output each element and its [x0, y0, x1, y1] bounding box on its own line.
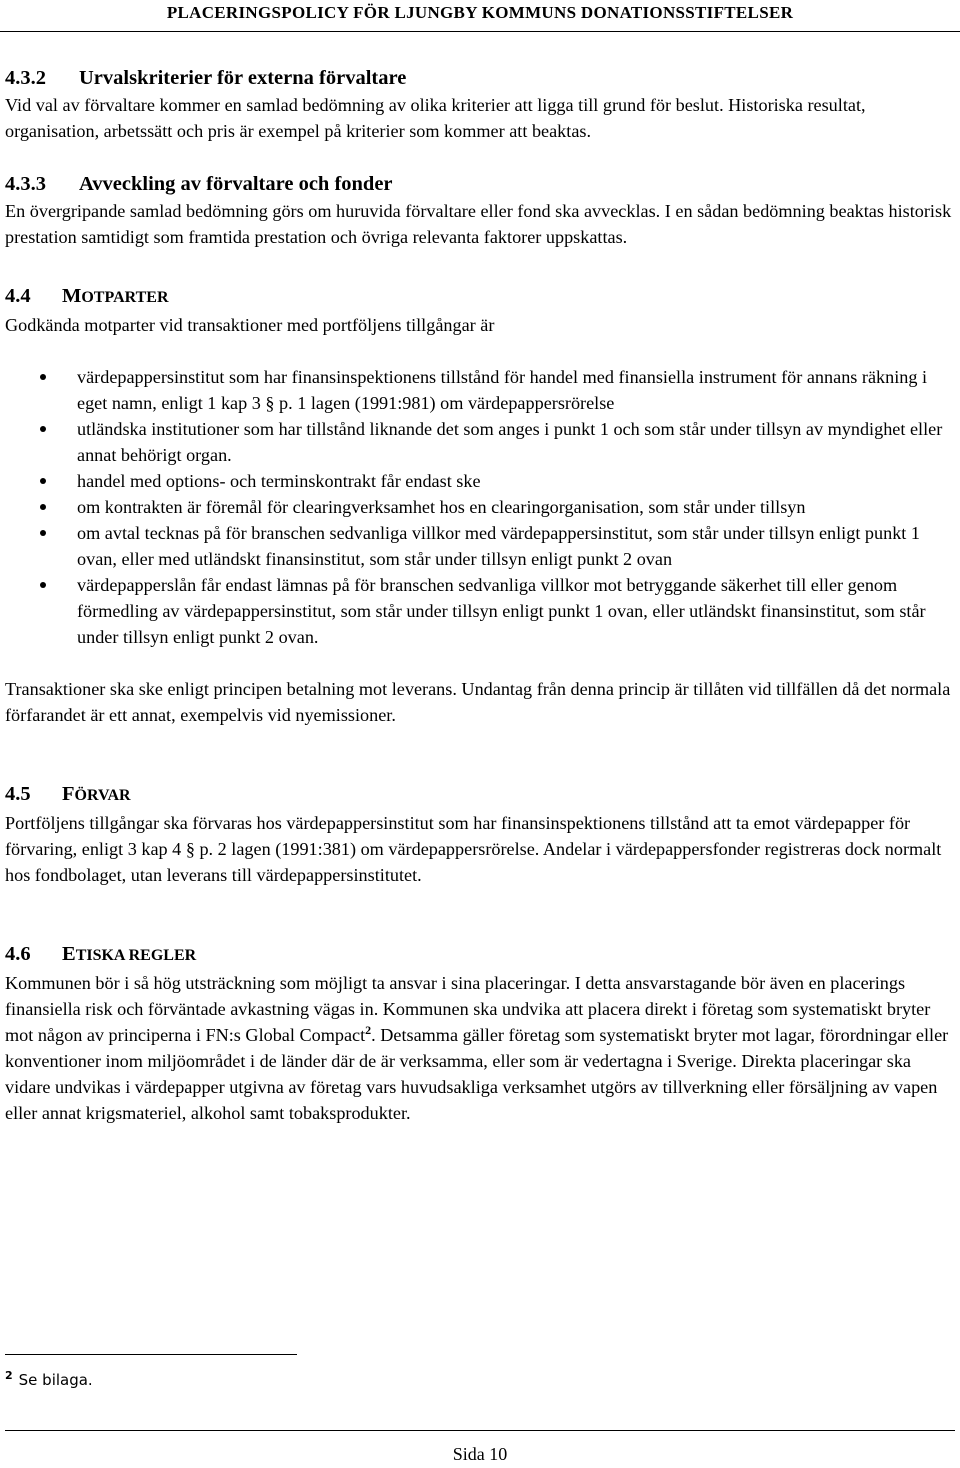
list-item: utländska institutioner som har tillstånd liknande det som anges i punkt 1 och som står under tillsyn av myndighet eller annat behörigt organ. — [5, 416, 955, 468]
section-title-initial: F — [62, 783, 75, 805]
list-item: om avtal tecknas på för branschen sedvanliga villkor med värdepappersinstitut, som står under tillsyn enligt punkt 1 ovan, eller med utländskt finansinstitut, som står under tillsyn enligt punkt 2 ovan — [5, 520, 955, 572]
bullet-icon — [40, 426, 46, 432]
section-4-4-closing: Transaktioner ska ske enligt principen betalning mot leverans. Undantag från denna princip är tillåten vid tillfällen då det normala förfarandet är ett annat, exempelvis vid nyemissioner. — [5, 679, 951, 725]
footnote-text: Se bilaga. — [18, 1371, 93, 1389]
bullet-icon — [40, 478, 46, 484]
section-4-3-3-heading — [5, 170, 955, 198]
bullet-icon — [40, 530, 46, 536]
section-4-5-heading — [5, 780, 955, 810]
section-number: 4.5 — [5, 783, 31, 805]
page-number: Sida 10 — [452, 1444, 508, 1464]
section-4-3-3-body: En övergripande samlad bedömning görs om huruvida förvaltare eller fond ska avvecklas. I en sådan bedömning beaktas historisk prestation samtidigt som framtida prestation och övriga relevanta faktorer uppskattas. — [5, 201, 952, 247]
section-number: 4.4 — [5, 285, 31, 307]
section-title-rest: ÖRVAR — [74, 787, 131, 804]
section-4-5-body: Portföljens tillgångar ska förvaras hos värdepappersinstitut som har finansinspektionens tillstånd att ta emot värdepapper för förvaring, enligt 3 kap 4 § p. 2 lagen (1991:381) om värdepappersrörelse. Andelar i värdepappersfonder registreras dock normalt hos fondbolaget, utan leverans till värdepappersinstitutet. — [5, 813, 942, 885]
counterparty-list — [5, 364, 955, 650]
section-title-rest: OTPARTER — [81, 289, 169, 306]
section-title-rest: TISKA REGLER — [75, 947, 197, 964]
section-4-6-body: Kommunen bör i så hög utsträckning som möjligt ta ansvar i sina placeringar. I detta ansvarstagande bör även en placerings finansiella risk och förväntade avkastning vägas in. Kommunen ska undvika att placera direkt i företag som systematiskt bryter mot någon av principerna i FN:s Global Compact$^2$. Detsamma gäller företag som systematiskt bryter mot lagar, förordningar eller konventioner inom miljöområdet i de länder där de är verksamma, eller som är vedertagna i Sverige. Direkta placeringar ska vidare undvikas i värdepapper utgivna av företag vars huvudsakliga verksamhet utgörs av tillverkning eller försäljning av vapen eller annat krigsmateriel, alkohol samt tobaksprodukter. — [5, 973, 949, 1123]
footnote-mark: 2 — [5, 1369, 13, 1382]
header-divider — [0, 31, 960, 32]
footnote-divider — [5, 1354, 297, 1355]
bullet-icon — [40, 374, 46, 380]
footnote-reference[interactable]: 2 — [365, 1022, 372, 1037]
page-header-title: PLACERINGSPOLICY FÖR LJUNGBY KOMMUNS DONATIONSSTIFTELSER — [166, 3, 794, 22]
section-title-initial: E — [62, 943, 76, 965]
bullet-icon — [40, 582, 46, 588]
section-4-6-heading — [5, 940, 955, 970]
footer-divider — [5, 1430, 955, 1431]
footnote — [5, 1366, 93, 1390]
section-4-3-2-heading — [5, 64, 955, 92]
section-4-4-intro: Godkända motparter vid transaktioner med portföljens tillgångar är — [5, 315, 495, 335]
section-4-4-heading — [5, 282, 955, 312]
section-number: 4.6 — [5, 943, 31, 965]
section-title: Avveckling av förvaltare och fonder — [79, 173, 393, 195]
list-item: handel med options- och terminskontrakt får endast ske — [5, 468, 955, 494]
list-item: värdepappersinstitut som har finansinspektionens tillstånd för handel med finansiella instrument för annans räkning i eget namn, enligt 1 kap 3 § p. 1 lagen (1991:981) om värdepappersrörelse — [5, 364, 955, 416]
bullet-icon — [40, 504, 46, 510]
list-item: värdepapperslån får endast lämnas på för branschen sedvanliga villkor mot betryggande säkerhet till eller genom förmedling av värdepappersinstitut, som står under tillsyn enligt punkt 1 ovan, eller utländskt finansinstitut, som står under tillsyn enligt punkt 2 ovan. — [5, 572, 955, 650]
section-number: 4.3.2 — [5, 67, 46, 89]
document-body — [5, 64, 955, 1126]
section-number: 4.3.3 — [5, 173, 46, 195]
list-item: om kontrakten är föremål för clearingverksamhet hos en clearingorganisation, som står under tillsyn — [5, 494, 955, 520]
section-title-initial: M — [62, 285, 82, 307]
section-4-3-2-body: Vid val av förvaltare kommer en samlad bedömning av olika kriterier att ligga till grund för beslut. Historiska resultat, organisation, arbetssätt och pris är exempel på kriterier som kommer att beaktas. — [5, 95, 866, 141]
section-title: Urvalskriterier för externa förvaltare — [79, 67, 407, 89]
